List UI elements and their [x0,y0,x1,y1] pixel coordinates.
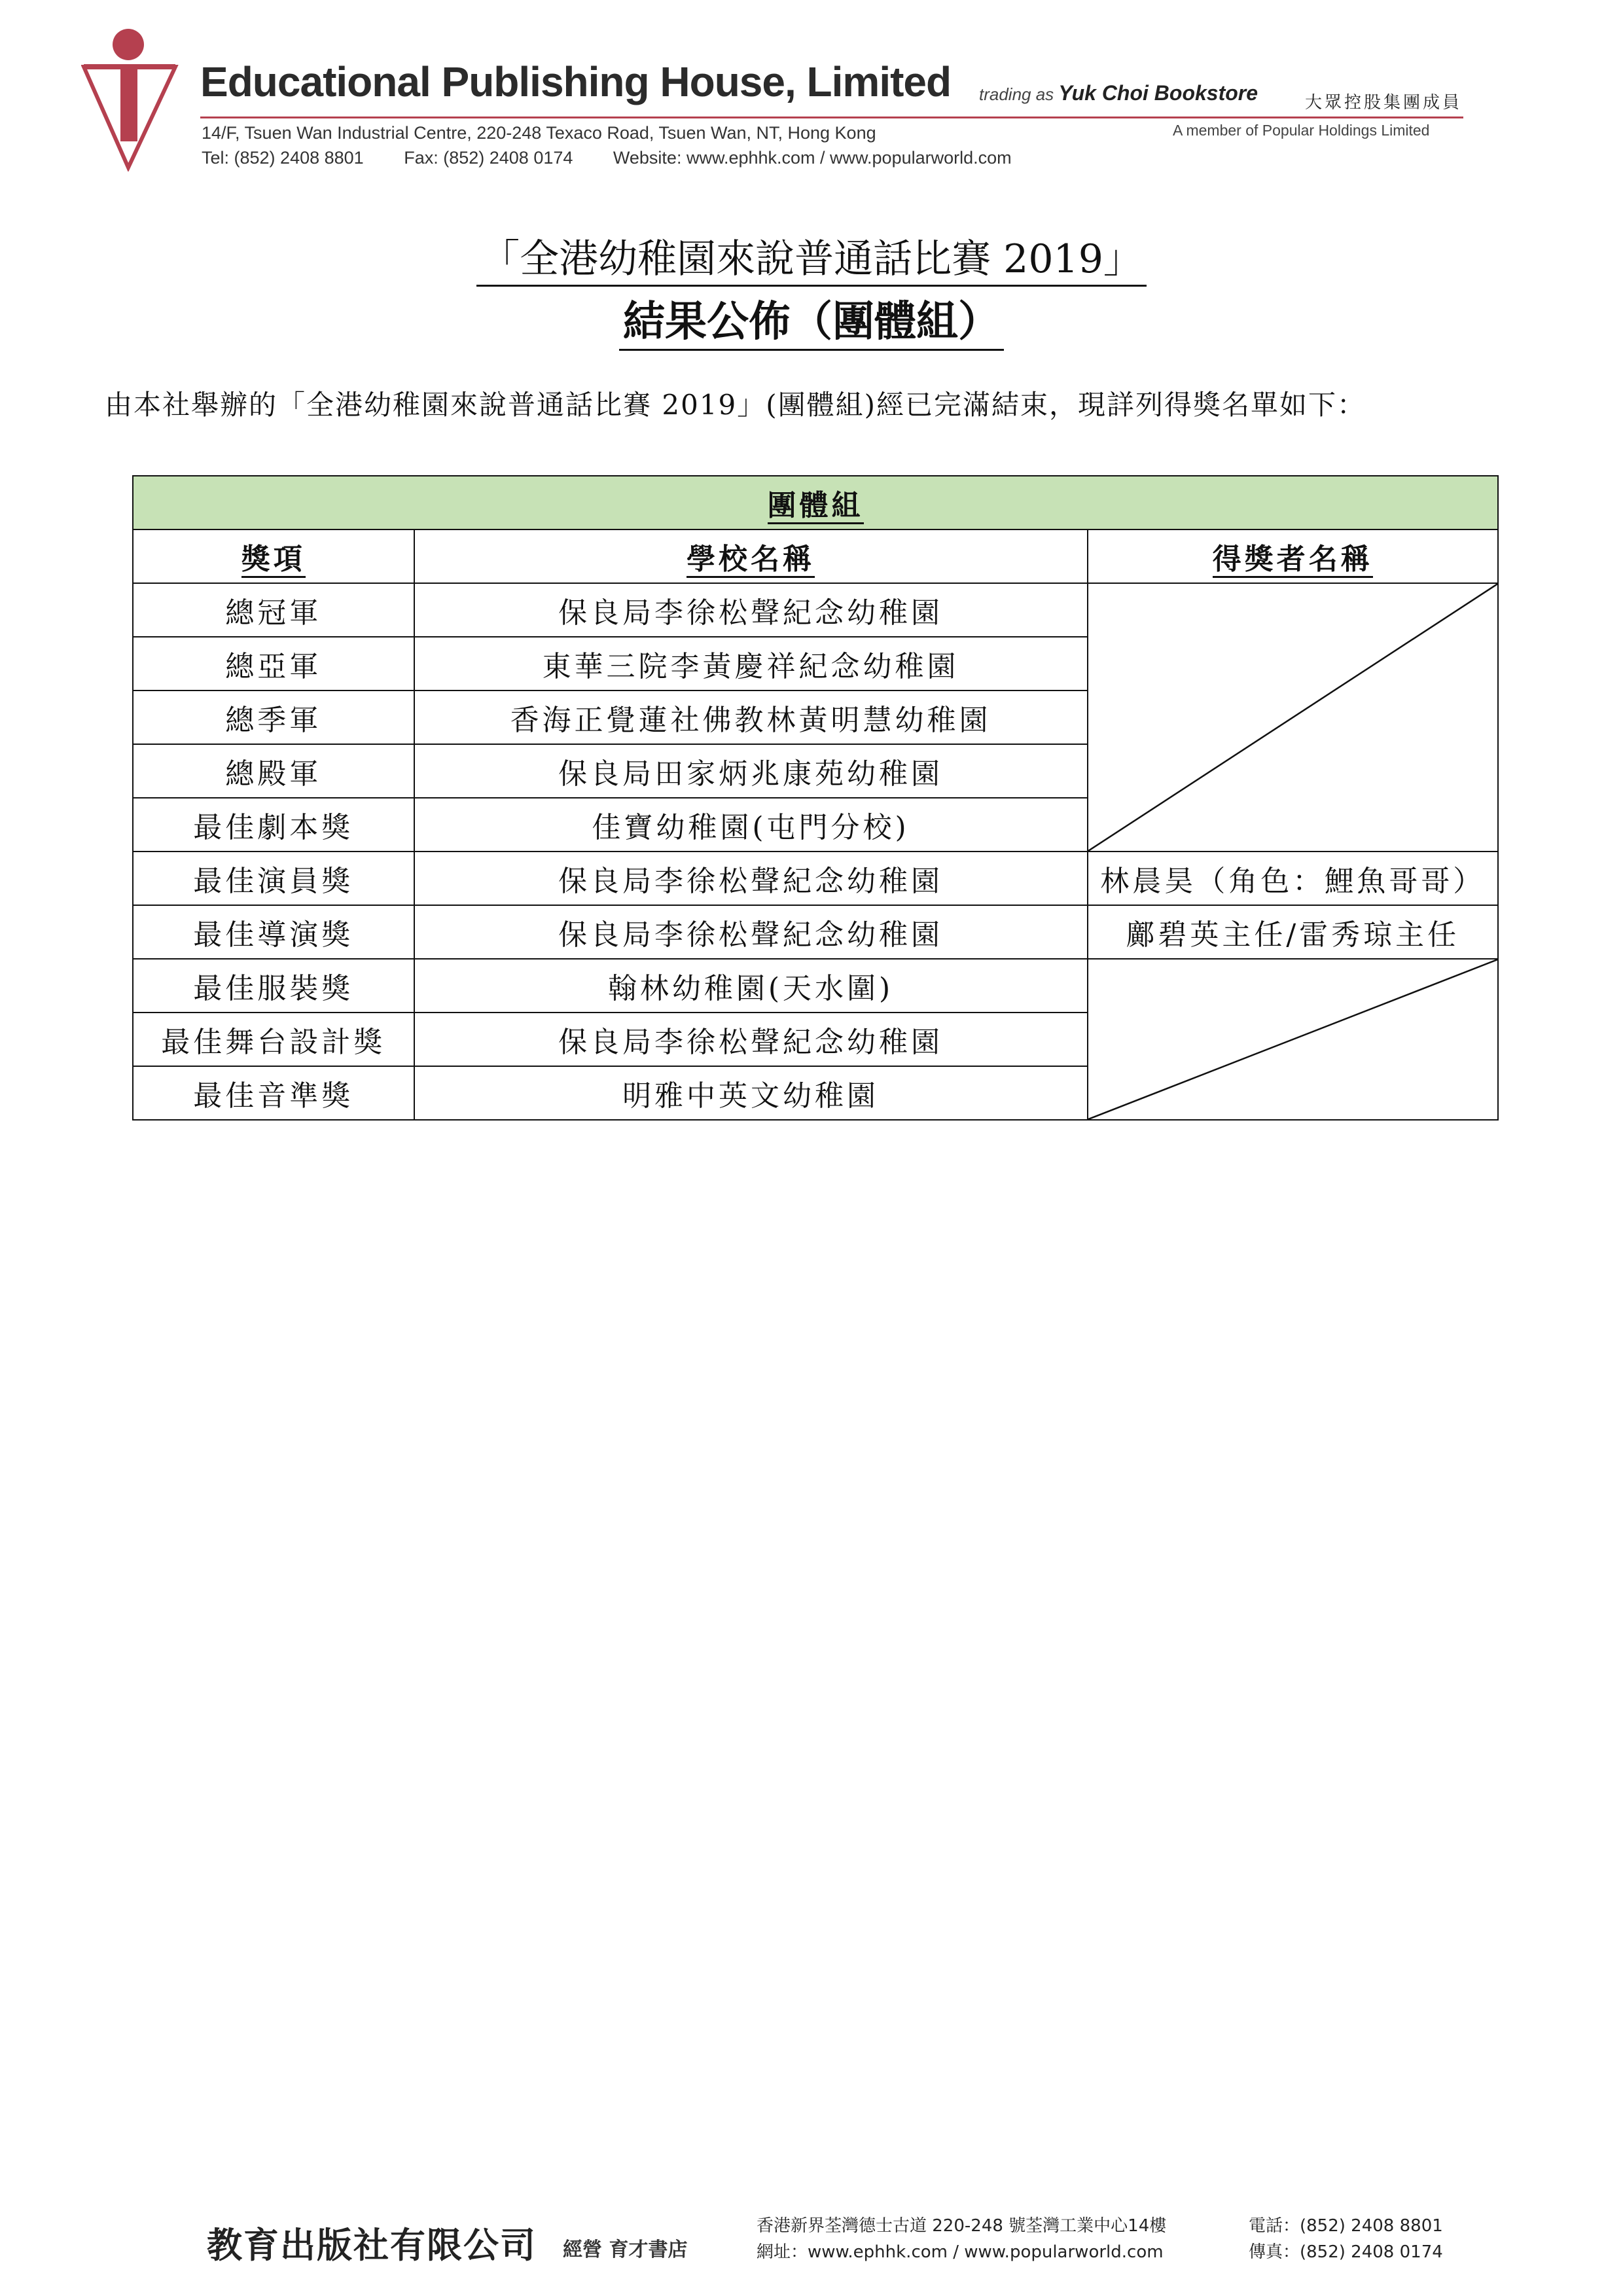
intro-paragraph: 由本社舉辦的「全港幼稚園來說普通話比賽 2019」(團體組)經已完滿結束，現詳列得獎名單如下： [105,389,1366,421]
winner-cell: 鄺碧英主任/雷秀琼主任 [1088,905,1498,959]
member-label-en: A member of Popular Holdings Limited [1173,122,1430,139]
col-header-school [414,529,1088,583]
group-header [133,476,1498,529]
school-cell: 香海正覺蓮社佛教林黃明慧幼稚園 [414,691,1088,744]
col-header-school-text: 學校名稱 [687,543,815,578]
results-table [132,475,1499,1121]
member-label-zh: 大眾控股集團成員 [1305,93,1463,113]
footer-website: 網址：www.ephhk.com / www.popularworld.com [757,2242,1164,2262]
award-cell: 總亞軍 [133,637,414,691]
school-cell: 保良局李徐松聲紀念幼稚園 [414,583,1088,637]
table-row [133,583,1498,637]
table-row [133,852,1498,905]
school-cell: 翰林幼稚園(天水圍) [414,959,1088,1013]
footer-tel: 電話：(852) 2408 8801 [1249,2216,1443,2236]
website: Website: www.ephhk.com / www.popularworld.com [613,148,1012,168]
award-cell: 總殿軍 [133,744,414,798]
subtitle-text: 結果公佈（團體組） [619,297,1004,351]
school-cell: 明雅中英文幼稚園 [414,1066,1088,1120]
company-logo [81,27,179,171]
award-cell: 最佳音準獎 [133,1066,414,1120]
award-cell: 最佳劇本獎 [133,798,414,852]
fax: Fax: (852) 2408 0174 [404,148,573,168]
trading-prefix: trading as [979,84,1054,104]
table-row [133,905,1498,959]
footer-address: 香港新界荃灣德士古道 220-248 號荃灣工業中心14樓 [757,2216,1167,2236]
trading-name: Yuk Choi Bookstore [1058,81,1258,105]
col-header-award [133,529,414,583]
footer-trading: 經營 育才書店 [563,2238,688,2261]
school-cell: 佳寶幼稚園(屯門分校) [414,798,1088,852]
company-address: 14/F, Tsuen Wan Industrial Centre, 220-248 Texaco Road, Tsuen Wan, NT, Hong Kong [202,123,876,143]
school-cell: 東華三院李黃慶祥紀念幼稚園 [414,637,1088,691]
tel: Tel: (852) 2408 8801 [202,148,364,168]
diagonal-line-top [1088,584,1497,851]
footer-fax: 傳真：(852) 2408 0174 [1249,2242,1443,2262]
footer-company-name: 教育出版社有限公司 [207,2225,537,2266]
col-header-winner-text: 得獎者名稱 [1213,543,1373,578]
school-cell: 保良局李徐松聲紀念幼稚園 [414,1013,1088,1066]
winner-cell-empty-diagonal [1088,583,1498,852]
school-cell: 保良局李徐松聲紀念幼稚園 [414,905,1088,959]
company-name: Educational Publishing House, Limited [200,58,952,105]
school-cell: 保良局田家炳兆康苑幼稚園 [414,744,1088,798]
winner-cell: 林晨昊（角色：鯉魚哥哥） [1088,852,1498,905]
award-cell: 最佳演員獎 [133,852,414,905]
contact-line [202,148,1047,168]
group-header-row [133,476,1498,529]
diagonal-line-bottom [1088,960,1497,1119]
trading-as [979,81,1258,105]
col-header-award-text: 獎項 [241,543,306,578]
col-header-winner [1088,529,1498,583]
award-cell: 最佳服裝獎 [133,959,414,1013]
column-header-row [133,529,1498,583]
award-cell: 最佳導演獎 [133,905,414,959]
document-subtitle [0,288,1623,348]
document-title [0,228,1623,284]
title-text: 「全港幼稚園來說普通話比賽 2019」 [476,236,1147,287]
winner-cell-empty-diagonal [1088,959,1498,1120]
award-cell: 最佳舞台設計獎 [133,1013,414,1066]
table-row [133,959,1498,1013]
award-cell: 總季軍 [133,691,414,744]
school-cell: 保良局李徐松聲紀念幼稚園 [414,852,1088,905]
award-cell: 總冠軍 [133,583,414,637]
header-rule [200,117,1463,118]
group-label: 團體組 [768,489,864,524]
